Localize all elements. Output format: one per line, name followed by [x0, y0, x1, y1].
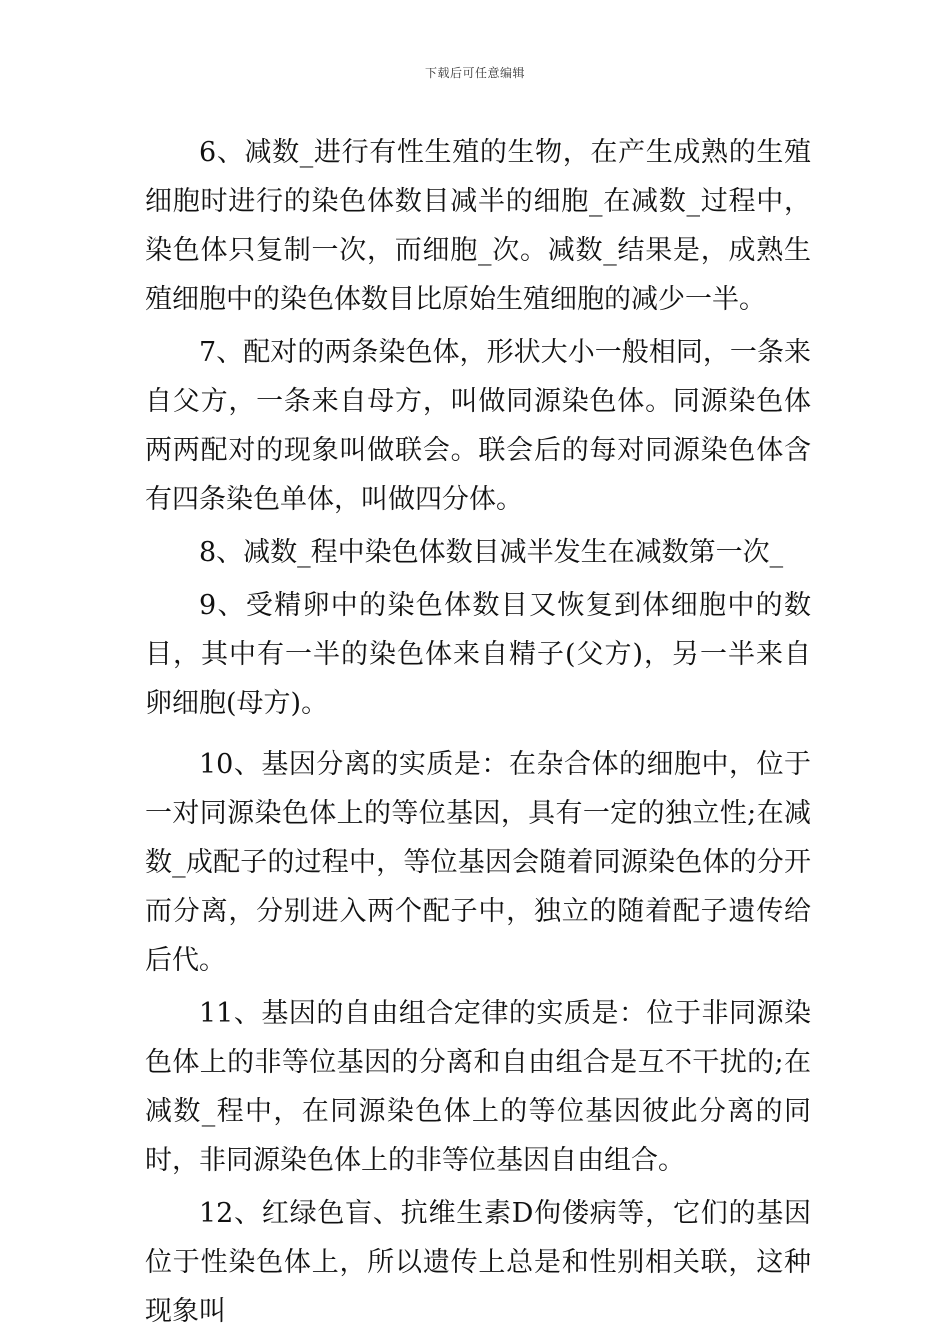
paragraph-11: 11、基因的自由组合定律的实质是：位于非同源染色体上的非等位基因的分离和自由组合是互不干扰的;在减数_程中，在同源染色体上的等位基因彼此分离的同时，非同源染色体上的非等位基因自由组合。	[145, 998, 811, 1176]
paragraph-7: 7、配对的两条染色体，形状大小一般相同，一条来自父方，一条来自母方，叫做同源染色体。同源染色体两两配对的现象叫做联会。联会后的每对同源染色体含有四条染色单体，叫做四分体。	[145, 337, 811, 515]
paragraph-12: 12、红绿色盲、抗维生素D佝偻病等，它们的基因位于性染色体上，所以遗传上总是和性别相关联，这种现象叫	[145, 1198, 811, 1327]
paragraph-6: 6、减数_进行有性生殖的生物，在产生成熟的生殖细胞时进行的染色体数目减半的细胞_在减数_过程中，染色体只复制一次，而细胞_次。减数_结果是，成熟生殖细胞中的染色体数目比原始生殖细胞的减少一半。	[145, 137, 811, 315]
paragraph-10: 10、基因分离的实质是：在杂合体的细胞中，位于一对同源染色体上的等位基因，具有一定的独立性;在减数_成配子的过程中，等位基因会随着同源染色体的分开而分离，分别进入两个配子中，独立的随着配子遗传给后代。	[145, 749, 811, 976]
paragraph-8: 8、减数_程中染色体数目减半发生在减数第一次_	[199, 537, 784, 568]
document-body	[145, 128, 811, 1340]
page-header: 下载后可任意编辑	[424, 66, 525, 80]
paragraph-9: 9、受精卵中的染色体数目又恢复到体细胞中的数目，其中有一半的染色体来自精子(父方)，另一半来自卵细胞(母方)。	[145, 590, 811, 719]
